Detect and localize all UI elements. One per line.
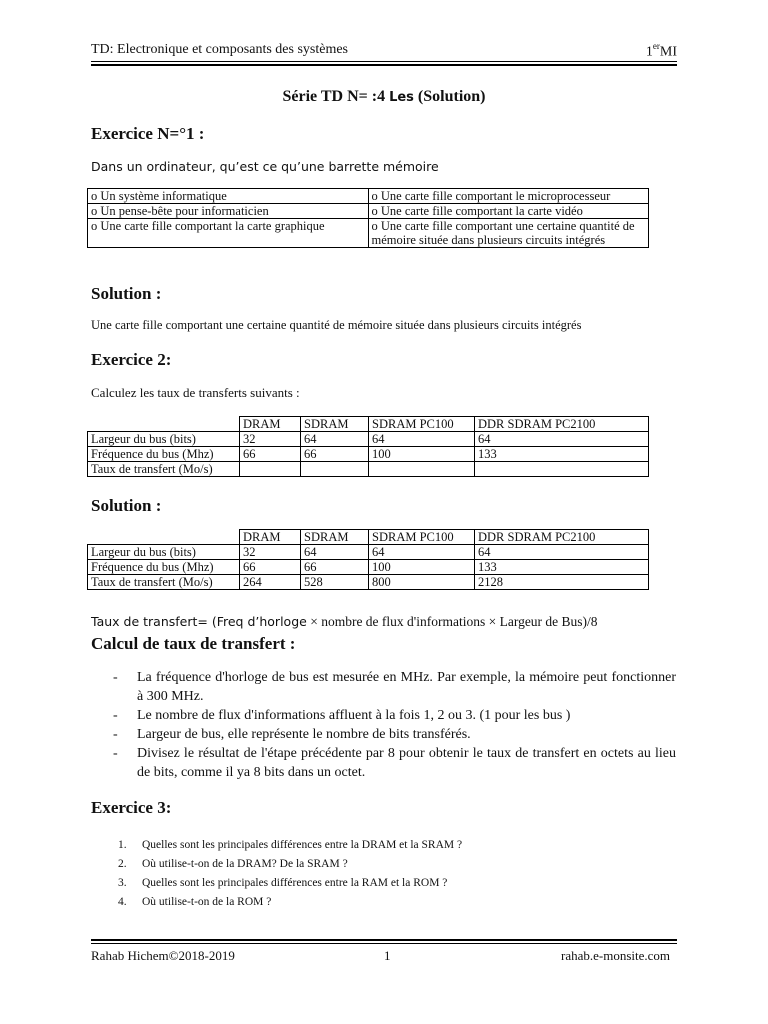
table-row [88, 219, 649, 248]
table-header-row [88, 417, 649, 432]
option-cell: o Une carte fille comportant le microprocesseur [368, 189, 649, 204]
table-header-cell: DRAM [240, 530, 301, 545]
header-rule [91, 61, 677, 62]
table-cell: 64 [301, 432, 369, 447]
table-cell: 2128 [475, 575, 649, 590]
table-header-cell: DDR SDRAM PC2100 [475, 417, 649, 432]
table-row [88, 204, 649, 219]
exercise2-intro: Calculez les taux de transferts suivants : [91, 385, 300, 400]
table-cell: 64 [369, 432, 475, 447]
table-cell: 528 [301, 575, 369, 590]
list-item: 3. Quelles sont les principales différences entre la RAM et la ROM ? [118, 877, 448, 889]
table-cell: Largeur du bus (bits) [88, 432, 240, 447]
table-cell: 66 [240, 447, 301, 462]
table-cell [369, 462, 475, 477]
table-header-row [88, 530, 649, 545]
table-header-cell: SDRAM [301, 417, 369, 432]
page-title: Série TD N= :4 Les (Solution) [282, 88, 486, 105]
table-cell: Largeur du bus (bits) [88, 545, 240, 560]
list-item: - Largeur de bus, elle représente le nombre de bits transférés. [113, 727, 471, 742]
list-item: 1. Quelles sont les principales différences entre la DRAM et la SRAM ? [118, 839, 463, 851]
exercise1-solution-heading: Solution : [91, 284, 162, 303]
page-number: 1 [384, 948, 391, 963]
table-cell: 264 [240, 575, 301, 590]
option-cell: o Un pense-bête pour informaticien [88, 204, 369, 219]
table-cell: Fréquence du bus (Mhz) [88, 560, 240, 575]
table-cell: 100 [369, 560, 475, 575]
table-row [88, 545, 649, 560]
table-header-cell [88, 417, 240, 432]
table-cell: 800 [369, 575, 475, 590]
calc-heading: Calcul de taux de transfert : [91, 634, 296, 653]
table-cell: 133 [475, 447, 649, 462]
table-header-cell: SDRAM [301, 530, 369, 545]
table-cell: 32 [240, 545, 301, 560]
list-item: - Divisez le résultat de l'étape précédente par 8 pour obtenir le taux de transfert en octets au lieu de bits, comme il ya 8 bits dans un octet. [113, 746, 676, 780]
table-row [88, 447, 649, 462]
table-cell: 66 [301, 447, 369, 462]
list-item: 4. Où utilise-t-on de la ROM ? [118, 896, 272, 908]
table-cell: Taux de transfert (Mo/s) [88, 575, 240, 590]
table-cell: 64 [301, 545, 369, 560]
table-cell: Taux de transfert (Mo/s) [88, 462, 240, 477]
table-cell [301, 462, 369, 477]
header-course-title: TD: Electronique et composants des systèmes [91, 42, 348, 57]
exercise2-question-table [87, 416, 649, 477]
calc-bullet-list [113, 668, 676, 782]
exercise3-heading: Exercice 3: [91, 798, 172, 817]
footer-website: rahab.e-monsite.com [560, 948, 670, 963]
table-row [88, 462, 649, 477]
exercise1-options-table [87, 188, 649, 248]
table-cell [475, 462, 649, 477]
list-item: 2. Où utilise-t-on de la DRAM? De la SRAM ? [118, 858, 348, 870]
table-row [88, 560, 649, 575]
exercise1-heading: Exercice N=°1 : [91, 124, 205, 143]
header-rule-thick [91, 64, 677, 66]
table-cell: Fréquence du bus (Mhz) [88, 447, 240, 462]
exercise2-solution-table [87, 529, 649, 590]
table-header-cell: DDR SDRAM PC2100 [475, 530, 649, 545]
table-cell: 64 [475, 545, 649, 560]
option-cell: o Une carte fille comportant la carte vidéo [368, 204, 649, 219]
table-cell: 133 [475, 560, 649, 575]
option-text: o Une carte fille comportant la carte graphique [91, 219, 325, 233]
table-cell [240, 462, 301, 477]
table-cell: 66 [240, 560, 301, 575]
option-cell [368, 219, 649, 248]
exercise2-heading: Exercice 2: [91, 350, 172, 369]
table-cell: 64 [475, 432, 649, 447]
list-item: - Le nombre de flux d'informations affluent à la fois 1, 2 ou 3. (1 pour les bus ) [113, 708, 571, 723]
table-row [88, 575, 649, 590]
table-cell: 64 [369, 545, 475, 560]
list-item: - La fréquence d'horloge de bus est mesurée en MHz. Par exemple, la mémoire peut fonctionner à 300 MHz. [113, 670, 676, 704]
page-header [91, 40, 677, 62]
exercise1-question: Dans un ordinateur, qu’est ce qu’une barrette mémoire [91, 159, 439, 174]
exercise2-solution-heading: Solution : [91, 496, 162, 515]
table-header-cell: SDRAM PC100 [369, 530, 475, 545]
table-cell: 100 [369, 447, 475, 462]
exercise1-solution-text: Une carte fille comportant une certaine quantité de mémoire située dans plusieurs circuits intégrés [91, 318, 582, 332]
option-cell: o Un système informatique [88, 189, 369, 204]
table-header-cell: SDRAM PC100 [369, 417, 475, 432]
option-cell [88, 219, 369, 248]
footer-rule [91, 943, 677, 944]
header-class-label: 1erMI [645, 41, 677, 60]
footer-rule-thick [91, 939, 677, 941]
table-row [88, 189, 649, 204]
table-row [88, 432, 649, 447]
option-text: o Une carte fille comportant une certaine quantité de mémoire située dans plusieurs circuits intégrés [371, 219, 635, 247]
table-header-cell: DRAM [240, 417, 301, 432]
footer-author: Rahab Hichem©2018-2019 [91, 948, 235, 963]
exercise3-question-list [118, 836, 462, 912]
table-cell: 66 [301, 560, 369, 575]
table-header-cell [88, 530, 240, 545]
table-cell: 32 [240, 432, 301, 447]
transfer-rate-formula: Taux de transfert= (Freq d’horloge × nombre de flux d'informations × Largeur de Bus)/8 [91, 614, 598, 629]
